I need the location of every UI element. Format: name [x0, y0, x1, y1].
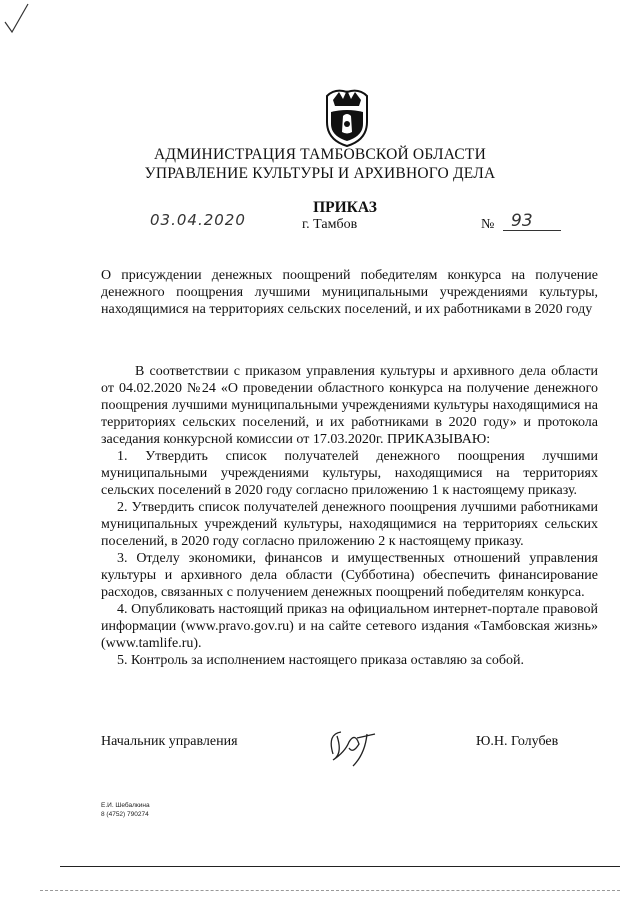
executor-info [101, 801, 150, 819]
order-preamble: В соответствии с приказом управления культуры и архивного дела области от 04.02.2020 №24 «О проведении областного конкурса на получение денежного поощрения лучшими муниципальными учреждениями культуры находящимися на территориях сельских поселений, и их работниками в 2020 году» и протокола заседания конкурсной комиссии от 17.03.2020г. ПРИКАЗЫВАЮ: [101, 364, 598, 447]
order-subject: О присуждении денежных поощрений победителям конкурса на получение денежного поощрения лучшими муниципальными учреждениями культуры, находящимися на территориях сельских поселений, и их работниками в 2020 году [101, 268, 598, 317]
order-item-3: 3. Отделу экономики, финансов и имущественных отношений управления культуры и архивного дела области (Субботина) обеспечить финансирование расходов, связанных с получением денежных поощрений победителям конкурса. [101, 551, 598, 600]
order-number-label: № [481, 217, 495, 232]
order-item-1: 1. Утвердить список получателей денежного поощрения лучшими муниципальными учреждениями культуры, находящимися на территориях сельских поселений в 2020 году согласно приложению 1 к настоящему приказу. [101, 449, 598, 498]
executor-phone: 8 (4752) 790274 [101, 811, 149, 818]
signatory-title: Начальник управления [101, 734, 238, 749]
order-item-4: 4. Опубликовать настоящий приказ на официальном интернет-портале правовой информации (www.pravo.gov.ru) и на сайте сетевого издания «Тамбовская жизнь» (www.tamlife.ru). [101, 602, 598, 651]
document-type-title: ПРИКАЗ [313, 199, 377, 216]
organization-name-line2: УПРАВЛЕНИЕ КУЛЬТУРЫ И АРХИВНОГО ДЕЛА [144, 165, 496, 182]
bottom-divider [60, 866, 620, 867]
coat-of-arms-emblem [321, 86, 373, 148]
order-date: 03.04.2020 [150, 211, 246, 229]
executor-name: Е.И. Шебалкина [101, 802, 150, 809]
signatory-name: Ю.Н. Голубев [476, 734, 559, 749]
order-body [101, 363, 598, 669]
organization-name-line1: АДМИНИСТРАЦИЯ ТАМБОВСКОЙ ОБЛАСТИ [154, 146, 486, 163]
order-city: г. Тамбов [302, 217, 358, 232]
check-mark-icon [2, 2, 30, 36]
order-number: 93 [503, 212, 561, 231]
scan-edge-dashes [40, 890, 620, 892]
order-item-2: 2. Утвердить список получателей денежного поощрения лучшими работниками муниципальных учреждений культуры, находящимися на территориях сельских поселений, в 2020 году согласно приложению 2 к настоящему приказу. [101, 500, 598, 549]
order-item-5: 5. Контроль за исполнением настоящего приказа оставляю за собой. [117, 653, 525, 668]
handwritten-signature [323, 724, 381, 770]
